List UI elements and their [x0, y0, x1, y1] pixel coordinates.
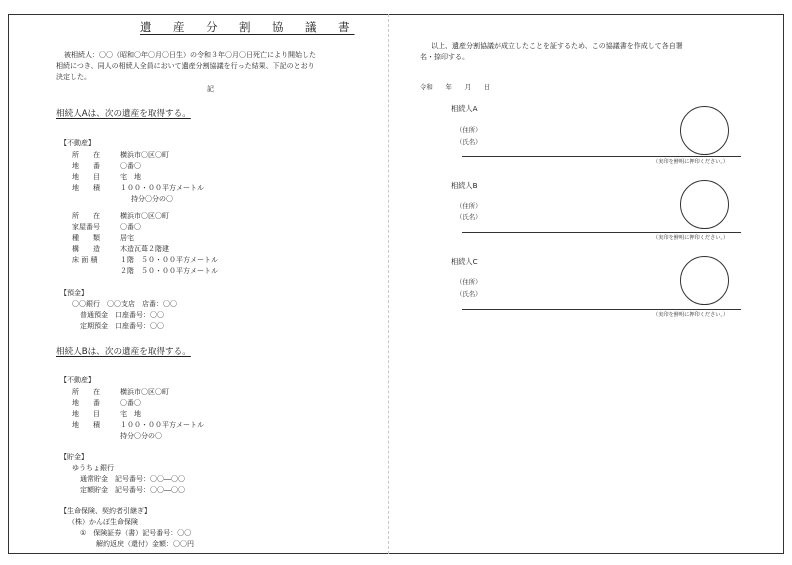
signatory-a-name-label: （氏名）	[456, 138, 482, 146]
signatory-c-seal-circle[interactable]	[680, 256, 729, 305]
heir-b-savings-bank: ゆうちょ銀行	[72, 464, 114, 472]
signatory-a-signature-line	[462, 156, 741, 157]
intro-line-2: 相続につき、同人の相続人全員において遺産分割協議を行った結果、下記のとおり	[56, 62, 315, 70]
signatory-a-name: 相続人A	[451, 104, 478, 113]
heir-a-land-label-1: 所 在	[72, 151, 100, 159]
heir-b-savings-heading: 【貯金】	[60, 453, 88, 461]
heir-a-land-label-3: 地 目	[72, 173, 100, 181]
signatory-c-address-label: （住所）	[456, 278, 482, 286]
heir-a-bldg-label-4: 構 造	[72, 245, 100, 253]
heir-a-bldg-value-5: １階 ５０・００平方メートル	[120, 256, 218, 264]
document-title: 遺 産 分 割 協 議 書	[140, 20, 355, 34]
heir-b-insurance-item-1: ① 保険証券（書）記号番号：〇〇	[80, 529, 192, 537]
signatory-c-name: 相続人C	[451, 257, 478, 266]
heir-a-land-value-4: １００・００平方メートル	[120, 184, 204, 192]
heir-b-land-value-3: 宅 地	[120, 410, 141, 418]
heir-b-savings-account-1: 通常貯金 記号番号：〇〇―〇〇	[80, 475, 185, 483]
heir-a-land-value-2: 〇番〇	[120, 162, 141, 170]
closing-line-2: 名・捺印する。	[420, 53, 469, 61]
signatory-b-seal-circle[interactable]	[680, 180, 729, 229]
heir-a-heading: 相続人Aは、次の遺産を取得する。	[56, 109, 191, 119]
signatory-c-name-label: （氏名）	[456, 290, 482, 298]
signatory-a-note: （実印を鮮明に押印ください。）	[653, 159, 729, 165]
heir-b-land-label-2: 地 番	[72, 399, 100, 407]
signatory-c-note: （実印を鮮明に押印ください。）	[653, 312, 729, 318]
document-sheet	[8, 14, 784, 554]
heir-a-land-value-3: 宅 地	[120, 173, 141, 181]
heir-b-insurance-company: （株）かんぽ生命保険	[68, 518, 138, 526]
heir-a-bldg-value-4: 木造瓦葺２階建	[120, 245, 169, 253]
heir-a-land-label-2: 地 番	[72, 162, 100, 170]
heir-b-land-label-3: 地 目	[72, 410, 100, 418]
heir-a-bldg-value-3: 居宅	[120, 234, 134, 242]
intro-line-3: 決定した。	[56, 73, 91, 81]
heir-b-land-value-2: 〇番〇	[120, 399, 141, 407]
heir-a-bldg-value-2: 〇番〇	[120, 223, 141, 231]
signatory-b-address-label: （住所）	[456, 202, 482, 210]
heir-a-deposit-heading: 【預金】	[60, 289, 88, 297]
intro-line-1: 被相続人：〇〇（昭和〇年〇月〇日生）の令和３年〇月〇日死亡により開始した	[64, 51, 316, 59]
signatory-a-address-label: （住所）	[456, 126, 482, 134]
ki-marker: 記	[207, 85, 214, 93]
signatory-b-name: 相続人B	[451, 181, 478, 190]
heir-b-land-label-4: 地 積	[72, 421, 100, 429]
heir-b-land-value-1: 横浜市〇区〇町	[120, 388, 169, 396]
heir-b-heading: 相続人Bは、次の遺産を取得する。	[56, 347, 191, 357]
heir-a-bldg-label-3: 種 類	[72, 234, 100, 242]
heir-a-bldg-label-5: 床 面 積	[72, 256, 98, 264]
heir-b-insurance-item-2: 解約返戻（還付）金額：〇〇円	[96, 540, 194, 548]
heir-b-real-estate-heading: 【不動産】	[60, 376, 95, 384]
heir-a-land-value-1: 横浜市〇区〇町	[120, 151, 169, 159]
heir-a-bldg-label-1: 所 在	[72, 212, 100, 220]
page-fold-divider	[388, 14, 389, 554]
heir-a-deposit-account-1: 普通預金 口座番号：〇〇	[80, 311, 164, 319]
heir-b-land-label-1: 所 在	[72, 388, 100, 396]
heir-a-deposit-bank: 〇〇銀行 〇〇支店 店番：〇〇	[72, 300, 177, 308]
heir-a-bldg-value-1: 横浜市〇区〇町	[120, 212, 169, 220]
heir-b-savings-account-2: 定額貯金 記号番号：〇〇―〇〇	[80, 486, 185, 494]
heir-a-bldg-value-6: ２階 ５０・００平方メートル	[120, 267, 218, 275]
signatory-c-signature-line	[462, 309, 741, 310]
heir-b-land-share: 持分〇分の〇	[120, 432, 162, 440]
signatory-b-note: （実印を鮮明に押印ください。）	[653, 235, 729, 241]
heir-a-deposit-account-2: 定期預金 口座番号：〇〇	[80, 322, 164, 330]
closing-line-1: 以上、遺産分割協議が成立したことを証するため、この協議書を作成して各自署	[431, 42, 683, 50]
heir-a-land-label-4: 地 積	[72, 184, 100, 192]
signatory-b-name-label: （氏名）	[456, 213, 482, 221]
heir-b-insurance-heading: 【生命保険、契約者引継ぎ】	[60, 507, 151, 515]
heir-a-bldg-label-2: 家屋番号	[72, 223, 100, 231]
heir-a-land-share: 持分〇分の〇	[131, 195, 173, 203]
signatory-b-signature-line	[462, 232, 741, 233]
signatory-a-seal-circle[interactable]	[680, 106, 729, 155]
date-line: 令和 年 月 日	[420, 83, 491, 91]
heir-a-real-estate-heading: 【不動産】	[60, 139, 95, 147]
heir-b-land-value-4: １００・００平方メートル	[120, 421, 204, 429]
